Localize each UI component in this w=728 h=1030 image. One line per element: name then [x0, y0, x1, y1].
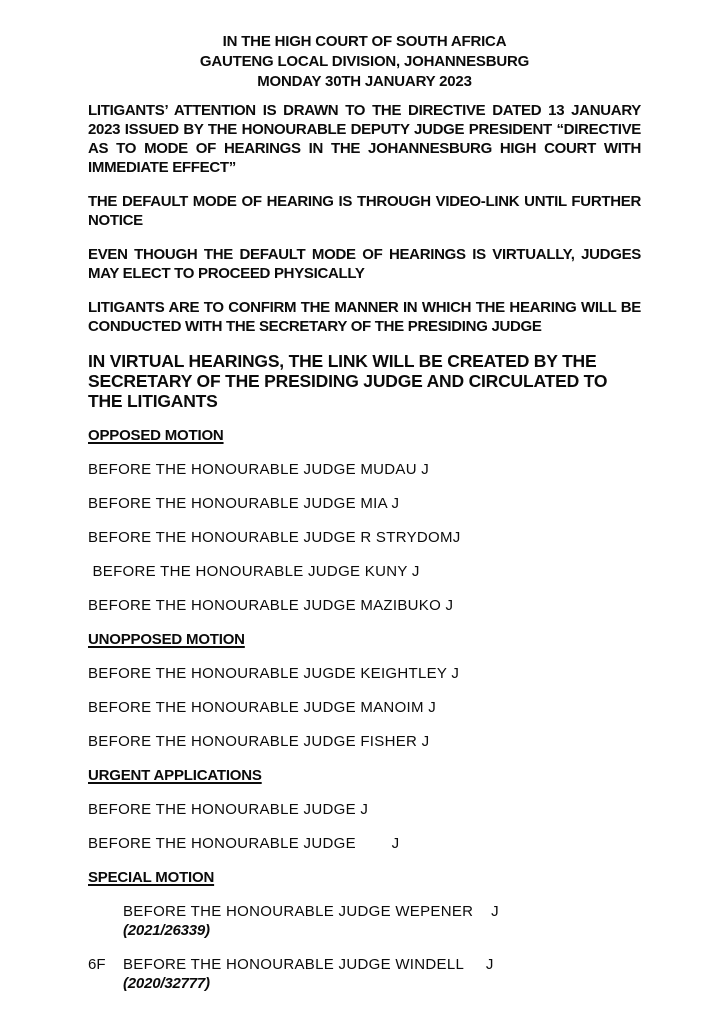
section-unopposed-motion — [88, 630, 641, 751]
section-heading-urgent-applications — [88, 766, 641, 785]
special-motion-entry — [88, 902, 641, 940]
judge-assignment-line: BEFORE THE HONOURABLE JUDGE FISHER J — [88, 733, 430, 750]
section-heading-text: SPECIAL MOTION — [88, 869, 215, 886]
section-heading-opposed-motion — [88, 426, 641, 445]
case-number: (2020/32777) — [123, 975, 210, 992]
section-heading-text: OPPOSED MOTION — [88, 427, 224, 444]
roll-prefix: 6F — [88, 956, 106, 973]
section-special-motion — [88, 868, 641, 993]
section-heading-text: URGENT APPLICATIONS — [88, 767, 262, 784]
special-motion-entry-body — [123, 955, 641, 993]
judge-assignment-line: BEFORE THE HONOURABLE JUDGE R STRYDOMJ — [88, 529, 461, 546]
case-number: (2021/26339) — [123, 922, 210, 939]
judges-election-notice-paragraph: EVEN THOUGH THE DEFAULT MODE OF HEARINGS IS VIRTUALLY, JUDGES MAY ELECT TO PROCEED PHYSICALLY — [88, 246, 641, 282]
special-motion-entry — [88, 955, 641, 993]
court-division: GAUTENG LOCAL DIVISION, JOHANNESBURG — [199, 53, 530, 70]
document-header — [88, 32, 641, 92]
judge-assignment-line: BEFORE THE HONOURABLE JUDGE WINDELL J — [123, 956, 494, 973]
directive-notice-paragraph: LITIGANTS’ ATTENTION IS DRAWN TO THE DIRECTIVE DATED 13 JANUARY 2023 ISSUED BY THE HONOURABLE DEPUTY JUDGE PRESIDENT “DIRECTIVE AS TO MODE OF HEARINGS IN THE JOHANNESBURG HIGH COURT WITH IMMEDIATE EFFECT” — [88, 102, 641, 176]
judge-assignment-line: BEFORE THE HONOURABLE JUDGE J — [88, 835, 400, 852]
section-urgent-applications — [88, 766, 641, 853]
confirm-manner-notice-paragraph: LITIGANTS ARE TO CONFIRM THE MANNER IN WHICH THE HEARING WILL BE CONDUCTED WITH THE SECRETARY OF THE PRESIDING JUDGE — [88, 299, 641, 335]
judge-assignment-line: BEFORE THE HONOURABLE JUDGE J — [88, 801, 369, 818]
court-name: IN THE HIGH COURT OF SOUTH AFRICA — [222, 33, 507, 50]
judge-assignment-line: BEFORE THE HONOURABLE JUDGE MUDAU J — [88, 461, 430, 478]
special-motion-entry-body — [123, 902, 641, 940]
section-heading-unopposed-motion — [88, 630, 641, 649]
section-heading-special-motion — [88, 868, 641, 887]
default-mode-notice-paragraph: THE DEFAULT MODE OF HEARING IS THROUGH VIDEO-LINK UNTIL FURTHER NOTICE — [88, 193, 641, 229]
virtual-hearings-link-notice: IN VIRTUAL HEARINGS, THE LINK WILL BE CREATED BY THE SECRETARY OF THE PRESIDING JUDGE AND CIRCULATED TO THE LITIGANTS — [88, 351, 608, 411]
judge-assignment-line: BEFORE THE HONOURABLE JUDGE MANOIM J — [88, 699, 437, 716]
judge-assignment-line: BEFORE THE HONOURABLE JUDGE MAZIBUKO J — [88, 597, 454, 614]
judge-assignment-line: BEFORE THE HONOURABLE JUGDE KEIGHTLEY J — [88, 665, 460, 682]
hearing-date: MONDAY 30TH JANUARY 2023 — [257, 73, 472, 90]
section-opposed-motion — [88, 426, 641, 615]
judge-assignment-line: BEFORE THE HONOURABLE JUDGE MIA J — [88, 495, 400, 512]
section-heading-text: UNOPPOSED MOTION — [88, 631, 245, 648]
judge-assignment-line: BEFORE THE HONOURABLE JUDGE WEPENER J — [123, 903, 499, 920]
judge-assignment-line: BEFORE THE HONOURABLE JUDGE KUNY J — [88, 563, 420, 580]
